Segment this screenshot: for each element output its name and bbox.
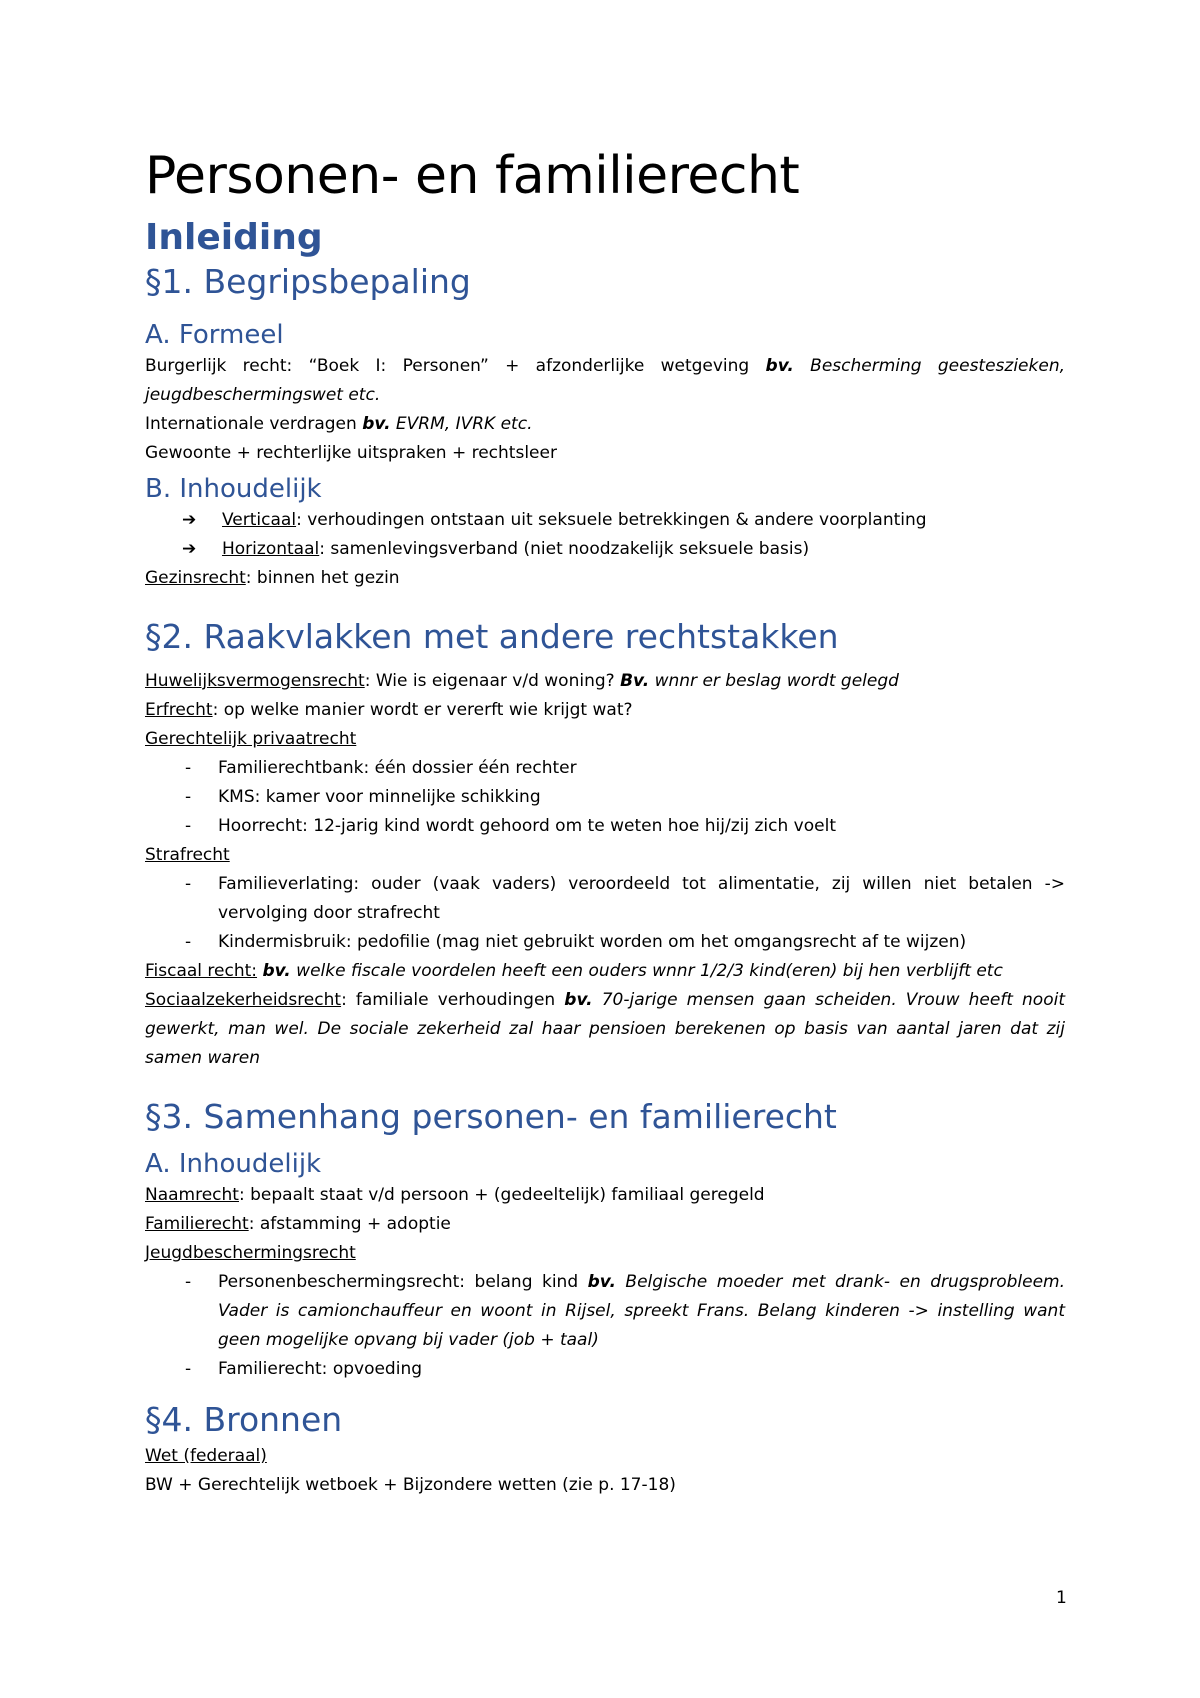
heading-s2: §2. Raakvlakken met andere rechtstakken [145,617,839,656]
erfrecht-line [145,696,1065,725]
text: Burgerlijk recht: “Boek I: Personen” + afzonderlijke wetgeving [145,356,766,376]
list-item [145,1268,1065,1355]
heading-s1-a: A. Formeel [145,320,284,350]
formeel-line-3: Gewoonte + rechterlijke uitspraken + rechtsleer [145,443,557,463]
term-label: Huwelijksvermogensrecht [145,671,365,691]
item-text: Familieverlating: ouder (vaak vaders) veroordeeld tot alimentatie, zij willen niet betalen -> vervolging door strafrecht [218,874,1065,923]
familierecht-line [145,1210,1065,1239]
bv-label: Bv. [620,671,650,691]
wet-label: Wet (federaal) [145,1446,267,1466]
item-text: Kindermisbruik: pedofilie (mag niet gebruikt worden om het omgangsrecht af te wijzen) [218,932,967,952]
bv-label: bv. [362,414,391,434]
sociaal-line [145,986,1065,1073]
term-text: : bepaalt staat v/d persoon + (gedeeltelijk) familiaal geregeld [238,1185,765,1205]
gezinsrecht-line [145,564,1065,593]
list-item [145,812,1065,841]
strafrecht-label: Strafrecht [145,845,230,865]
example-text: wnnr er beslag wordt gelegd [649,671,899,691]
bv-label: bv. [262,961,291,981]
term-text: : afstamming + adoptie [248,1214,451,1234]
bv-label: bv. [587,1272,616,1292]
term-label: Familierecht [145,1214,249,1234]
example-text: Belgische moeder met drank- en drugsprobleem. Vader is camionchauffeur en woont in Rijsel, spreekt Frans. Belang kinderen -> instelling want geen mogelijke opvang bij vader (job + taal) [218,1272,1065,1350]
document-title: Personen- en familierecht [145,146,800,206]
list-item [145,754,1065,783]
heading-s3: §3. Samenhang personen- en familierecht [145,1097,837,1136]
jeugd-label: Jeugdbeschermingsrecht [145,1243,356,1263]
example-text: Bescherming geesteszieken, jeugdbeschermingswet etc. [145,356,1066,405]
list-item [145,870,1065,928]
dash-bullet: - [185,1272,192,1292]
term-text: : Wie is eigenaar v/d woning? [364,671,621,691]
term-text: Personenbeschermingsrecht: belang kind [218,1272,588,1292]
arrow-item-verticaal [145,506,1065,535]
term-label: Verticaal [222,510,297,530]
term-label: Sociaalzekerheidsrecht [145,990,342,1010]
item-text [218,1268,1065,1355]
term-label: Horizontaal [222,539,320,559]
term-text: : op welke manier wordt er vererft wie krijgt wat? [212,700,633,720]
arrow-icon: ➔ [182,510,197,530]
term-label: Gezinsrecht [145,568,246,588]
dash-bullet: - [185,816,192,836]
term-label: Fiscaal recht: [145,961,258,981]
formeel-line-2 [145,410,1065,439]
gerechtelijk-label: Gerechtelijk privaatrecht [145,729,357,749]
example-text: 70-jarige mensen gaan scheiden. Vrouw heeft nooit gewerkt, man wel. De sociale zekerheid zal haar pensioen berekenen op basis van aantal jaren dat zij samen waren [145,990,1065,1068]
list-item [145,928,1065,957]
fiscaal-line [145,957,1065,986]
list-item [145,783,1065,812]
arrow-icon: ➔ [182,539,197,559]
dash-bullet: - [185,874,192,894]
bv-label: bv. [765,356,794,376]
heading-s1-b: B. Inhoudelijk [145,474,322,504]
item-text: Familierecht: opvoeding [218,1359,423,1379]
item-text: Hoorrecht: 12-jarig kind wordt gehoord om te weten hoe hij/zij zich voelt [218,816,836,836]
term-text: : verhoudingen ontstaan uit seksuele betrekkingen & andere voorplanting [296,510,927,530]
page-number: 1 [1056,1588,1067,1608]
heading-s1: §1. Begripsbepaling [145,262,471,301]
heading-s3-a: A. Inhoudelijk [145,1149,322,1179]
dash-bullet: - [185,787,192,807]
bw-line: BW + Gerechtelijk wetboek + Bijzondere wetten (zie p. 17-18) [145,1475,676,1495]
naamrecht-line [145,1181,1065,1210]
document-page [145,140,1065,1500]
dash-bullet: - [185,932,192,952]
item-text: Familierechtbank: één dossier één rechter [218,758,577,778]
heading-s4: §4. Bronnen [145,1400,343,1439]
item-text: KMS: kamer voor minnelijke schikking [218,787,541,807]
term-text: : samenlevingsverband (niet noodzakelijk seksuele basis) [319,539,810,559]
text: Internationale verdragen [145,414,363,434]
bv-label: bv. [564,990,593,1010]
dash-bullet: - [185,758,192,778]
formeel-line-1 [145,352,1065,410]
term-text: : binnen het gezin [245,568,400,588]
term-label: Erfrecht [145,700,213,720]
heading-inleiding: Inleiding [145,217,323,258]
huwelijk-line [145,667,1065,696]
dash-bullet: - [185,1359,192,1379]
list-item [145,1355,1065,1384]
term-text: : familiale verhoudingen [341,990,565,1010]
example-text: EVRM, IVRK etc. [390,414,533,434]
term-label: Naamrecht [145,1185,239,1205]
example-text: welke fiscale voordelen heeft een ouders wnnr 1/2/3 kind(eren) bij hen verblijft etc [290,961,1003,981]
arrow-item-horizontaal [145,535,1065,564]
